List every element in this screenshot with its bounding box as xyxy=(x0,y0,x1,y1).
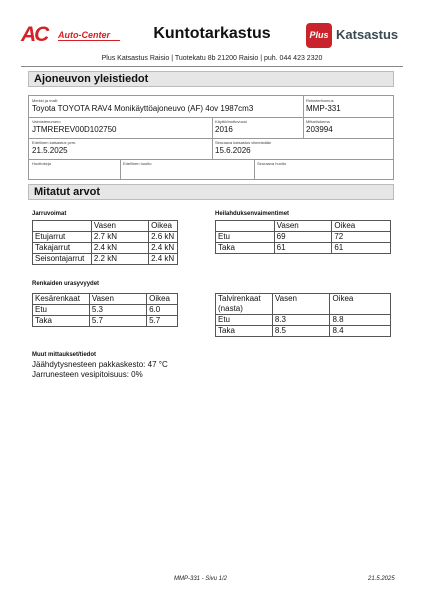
table-cell: Seisontajarrut xyxy=(33,254,92,265)
table-header-cell: Kesärenkaat xyxy=(33,294,90,305)
plus-katsastus-logo xyxy=(306,23,406,49)
table-cell: 8.3 xyxy=(272,315,330,326)
info-divider xyxy=(303,96,304,138)
table-cell: Taka xyxy=(216,243,275,254)
table-cell: 6.0 xyxy=(147,305,178,316)
table-row xyxy=(33,243,178,254)
shocks-title: Heilahduksenvaimentimet xyxy=(215,211,290,217)
winter-tyres-table xyxy=(215,293,391,337)
vin-cell xyxy=(29,117,212,138)
brakes-table xyxy=(32,220,178,265)
ac-logo-mark: AC xyxy=(21,23,48,46)
table-header-row xyxy=(33,294,178,305)
table-cell: 61 xyxy=(274,243,332,254)
table-header-cell: Oikea xyxy=(332,221,391,232)
make-model-label: Merkki ja malli xyxy=(32,98,58,103)
table-header-cell: Vasen xyxy=(91,221,148,232)
table-row xyxy=(216,326,391,337)
table-cell: 8.8 xyxy=(330,315,391,326)
table-row xyxy=(33,316,178,327)
table-header-cell: Oikea xyxy=(147,294,178,305)
table-row xyxy=(216,243,391,254)
measured-section-header xyxy=(28,184,394,200)
table-header-cell xyxy=(216,221,275,232)
table-row xyxy=(33,232,178,243)
info-divider xyxy=(29,117,393,118)
table-cell: Etu xyxy=(33,305,90,316)
table-row xyxy=(216,315,391,326)
next-service-label: Seuraava huolto xyxy=(257,161,287,166)
next-inspection-cell xyxy=(212,138,393,159)
table-cell: Etu xyxy=(216,232,275,243)
make-model-cell xyxy=(29,96,303,117)
coolant-line: Jäähdytysnesteen pakkaskesto: 47 °C xyxy=(32,360,168,369)
table-cell: Takajarrut xyxy=(33,243,92,254)
measured-section-title: Mitatut arvot xyxy=(34,186,100,198)
year-cell xyxy=(212,117,303,138)
plus-logo-mark: Plus xyxy=(306,23,332,48)
last-service-cell xyxy=(120,159,254,180)
table-cell: 69 xyxy=(274,232,332,243)
table-header-cell: Vasen xyxy=(89,294,146,305)
table-cell: 5.3 xyxy=(89,305,146,316)
vehicle-section-title: Ajoneuvon yleistiedot xyxy=(34,73,149,85)
footer-date: 21.5.2025 xyxy=(368,576,395,582)
brakes-title: Jarruvoimat xyxy=(32,211,67,217)
table-cell: 8.4 xyxy=(330,326,391,337)
company-contact-line: Plus Katsastus Raisio | Tuotekatu 8b 21200 Raisio | puh. 044 423 2320 xyxy=(101,55,323,62)
table-cell: Etu xyxy=(216,315,273,326)
vehicle-info-box xyxy=(28,95,394,180)
footer-page-info: MMP-331 - Sivu 1/2 xyxy=(174,576,228,582)
make-model-value: Toyota TOYOTA RAV4 Monikäyttöajoneuvo (AF) 4ov 1987cm3 xyxy=(32,104,254,113)
next-inspection-value: 15.6.2026 xyxy=(215,146,251,155)
table-cell: 8.5 xyxy=(272,326,330,337)
last-inspection-cell xyxy=(29,138,212,159)
misc-title: Muut mittaukset/tiedot xyxy=(32,352,96,358)
next-service-cell xyxy=(254,159,393,180)
next-inspection-label: Seuraava katsastus viimeistään xyxy=(215,140,272,145)
shocks-table xyxy=(215,220,391,254)
last-inspection-value: 21.5.2025 xyxy=(32,146,68,155)
table-cell: Taka xyxy=(216,326,273,337)
table-cell: Etujarrut xyxy=(33,232,92,243)
table-header-row xyxy=(216,294,391,315)
table-header-cell: Oikea xyxy=(330,294,391,315)
table-cell: 2.4 kN xyxy=(149,243,178,254)
table-header-cell xyxy=(33,221,92,232)
table-header-row xyxy=(216,221,391,232)
info-divider xyxy=(120,159,121,180)
table-cell: Taka xyxy=(33,316,90,327)
info-divider xyxy=(29,138,393,139)
table-header-cell: Talvirenkaat (nasta) xyxy=(216,294,273,315)
table-cell: 5.7 xyxy=(147,316,178,327)
table-cell: 61 xyxy=(332,243,391,254)
page-header xyxy=(0,0,424,60)
table-header-row xyxy=(33,221,178,232)
registration-label: Rekisteritunnus xyxy=(306,98,334,103)
plus-logo-text: Katsastus xyxy=(336,27,399,42)
odometer-cell xyxy=(303,117,393,138)
odometer-label: Mittarilukema xyxy=(306,119,330,124)
table-cell: 2.4 kN xyxy=(149,254,178,265)
table-cell: 2.4 kN xyxy=(91,243,148,254)
vin-value: JTMREREV00D102750 xyxy=(32,125,117,134)
vehicle-section-header xyxy=(28,71,394,87)
summer-tyres-table xyxy=(32,293,178,327)
last-service-label: Edellinen huolto xyxy=(123,161,152,166)
table-header-cell: Oikea xyxy=(149,221,178,232)
table-cell: 72 xyxy=(332,232,391,243)
year-label: Käyttöönottovuosi xyxy=(215,119,247,124)
registration-cell xyxy=(303,96,393,117)
info-divider xyxy=(212,117,213,159)
table-row xyxy=(33,305,178,316)
table-row xyxy=(216,232,391,243)
table-cell: 2.6 kN xyxy=(149,232,178,243)
year-value: 2016 xyxy=(215,125,233,134)
table-header-cell: Vasen xyxy=(274,221,332,232)
header-divider xyxy=(21,66,403,67)
table-row xyxy=(33,254,178,265)
last-inspection-label: Edellinen katsastus pvm. xyxy=(32,140,77,145)
service-book-cell xyxy=(29,159,120,180)
ac-logo-text: Auto-Center xyxy=(58,30,110,40)
info-divider xyxy=(254,159,255,180)
table-cell: 2.2 kN xyxy=(91,254,148,265)
document-title: Kuntotarkastus xyxy=(153,25,271,42)
brake-fluid-line: Jarrunesteen vesipitoisuus: 0% xyxy=(32,370,143,379)
registration-value: MMP-331 xyxy=(306,104,341,113)
info-divider xyxy=(29,159,393,160)
table-cell: 2.7 kN xyxy=(91,232,148,243)
service-book-label: Huoltokirja xyxy=(32,161,51,166)
tyres-title: Renkaiden urasyvyydet xyxy=(32,281,100,287)
odometer-value: 203994 xyxy=(306,125,333,134)
vin-label: Valmistenumero xyxy=(32,119,61,124)
table-cell: 5.7 xyxy=(89,316,146,327)
table-header-cell: Vasen xyxy=(272,294,330,315)
